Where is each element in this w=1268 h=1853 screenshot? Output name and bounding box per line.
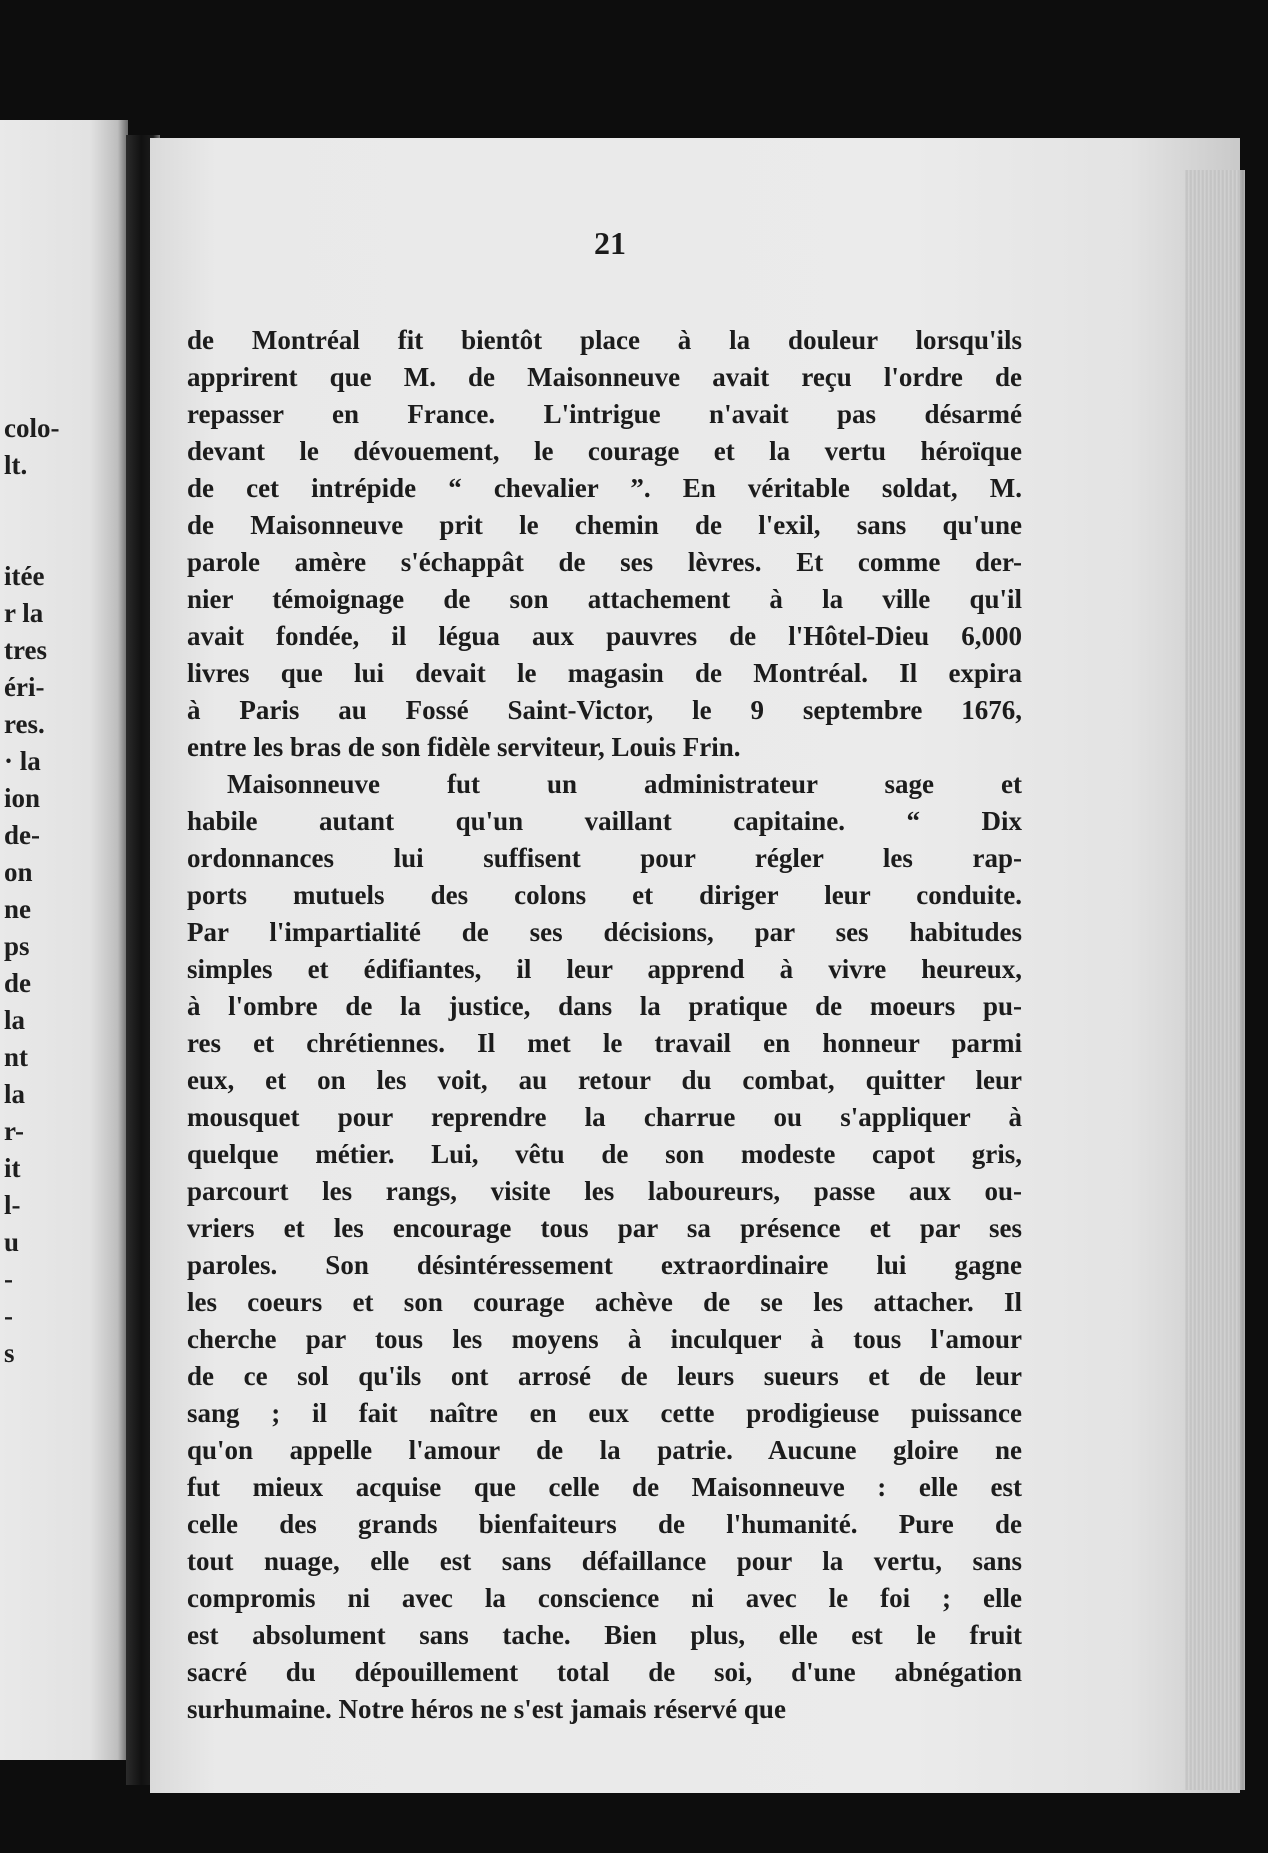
text-line: de ce sol qu'ils ont arrosé de leurs sueurs et de leur [187, 1361, 1022, 1391]
text-line: est absolument sans tache. Bien plus, elle est le fruit [187, 1620, 1022, 1650]
previous-page-line [4, 484, 128, 521]
text-line: entre les bras de son fidèle serviteur, Louis Frin. [187, 732, 741, 762]
text-line: parcourt les rangs, visite les laboureurs, passe aux ou- [187, 1176, 1022, 1206]
previous-page-line: l- [4, 1190, 21, 1220]
text-line: simples et édifiantes, il leur apprend à vivre heureux, [187, 954, 1022, 984]
page-edge [1185, 170, 1245, 1790]
text-line: eux, et on les voit, au retour du combat, quitter leur [187, 1065, 1022, 1095]
text-line: paroles. Son désintéressement extraordinaire lui gagne [187, 1250, 1022, 1280]
previous-page-line: ps [4, 931, 30, 961]
previous-page-line: éri- [4, 672, 45, 702]
text-line: res et chrétiennes. Il met le travail en honneur parmi [187, 1028, 1022, 1058]
body-text [187, 322, 1022, 1728]
previous-page-line: de [4, 968, 31, 998]
text-line: mousquet pour reprendre la charrue ou s'appliquer à [187, 1102, 1022, 1132]
previous-page-line: res. [4, 709, 45, 739]
text-line: Maisonneuve fut un administrateur sage et [227, 769, 1022, 799]
previous-page-fragment [0, 120, 128, 1760]
text-line: de Maisonneuve prit le chemin de l'exil, sans qu'une [187, 510, 1022, 540]
text-line: celle des grands bienfaiteurs de l'humanité. Pure de [187, 1509, 1022, 1539]
previous-page-line: it [4, 1153, 21, 1183]
previous-page-line: ion [4, 783, 41, 813]
previous-page-line: · la [4, 746, 41, 776]
text-line: livres que lui devait le magasin de Montréal. Il expira [187, 658, 1022, 688]
text-line: de Montréal fit bientôt place à la douleur lorsqu'ils [187, 325, 1022, 355]
previous-page-line: la [4, 1079, 26, 1109]
previous-page-line: - [4, 1301, 13, 1331]
previous-page-line: tres [4, 635, 47, 665]
text-line: habile autant qu'un vaillant capitaine. “ Dix [187, 806, 1022, 836]
page-number: 21 [594, 225, 626, 261]
text-line: cherche par tous les moyens à inculquer à tous l'amour [187, 1324, 1022, 1354]
previous-page-line: de- [4, 820, 40, 850]
text-line: surhumaine. Notre héros ne s'est jamais réservé que [187, 1694, 786, 1724]
previous-page-line: colo- [4, 413, 60, 443]
text-line: sang ; il fait naître en eux cette prodigieuse puissance [187, 1398, 1022, 1428]
text-line: sacré du dépouillement total de soi, d'une abnégation [187, 1657, 1022, 1687]
text-line: vriers et les encourage tous par sa présence et par ses [187, 1213, 1022, 1243]
previous-page-line: on [4, 857, 33, 887]
text-line: tout nuage, elle est sans défaillance pour la vertu, sans [187, 1546, 1022, 1576]
text-line: parole amère s'échappât de ses lèvres. Et comme der- [187, 547, 1022, 577]
text-line: avait fondée, il légua aux pauvres de l'Hôtel-Dieu 6,000 [187, 621, 1022, 651]
text-line: les coeurs et son courage achève de se les attacher. Il [187, 1287, 1022, 1317]
text-line: Par l'impartialité de ses décisions, par ses habitudes [187, 917, 1022, 947]
text-line: ordonnances lui suffisent pour régler les rap- [187, 843, 1022, 873]
text-line: à Paris au Fossé Saint-Victor, le 9 septembre 1676, [187, 695, 1022, 725]
text-line: de cet intrépide “ chevalier ”. En véritable soldat, M. [187, 473, 1022, 503]
previous-page-text [4, 410, 128, 1372]
text-line: apprirent que M. de Maisonneuve avait reçu l'ordre de [187, 362, 1022, 392]
text-line: fut mieux acquise que celle de Maisonneuve : elle est [187, 1472, 1022, 1502]
previous-page-line: ne [4, 894, 31, 924]
previous-page-line: r- [4, 1116, 24, 1146]
previous-page-line: s [4, 1338, 15, 1368]
previous-page-line: - [4, 1264, 13, 1294]
text-line: qu'on appelle l'amour de la patrie. Aucune gloire ne [187, 1435, 1022, 1465]
previous-page-line: lt. [4, 450, 28, 480]
text-line: ports mutuels des colons et diriger leur conduite. [187, 880, 1022, 910]
previous-page-line [4, 521, 128, 558]
previous-page-line: la [4, 1005, 26, 1035]
text-line: devant le dévouement, le courage et la vertu héroïque [187, 436, 1022, 466]
previous-page-line: u [4, 1227, 20, 1257]
previous-page-line: nt [4, 1042, 29, 1072]
text-line: nier témoignage de son attachement à la ville qu'il [187, 584, 1022, 614]
text-line: repasser en France. L'intrigue n'avait pas désarmé [187, 399, 1022, 429]
text-line: compromis ni avec la conscience ni avec le foi ; elle [187, 1583, 1022, 1613]
previous-page-line: r la [4, 598, 44, 628]
previous-page-line: itée [4, 561, 45, 591]
text-line: quelque métier. Lui, vêtu de son modeste capot gris, [187, 1139, 1022, 1169]
text-line: à l'ombre de la justice, dans la pratique de moeurs pu- [187, 991, 1022, 1021]
